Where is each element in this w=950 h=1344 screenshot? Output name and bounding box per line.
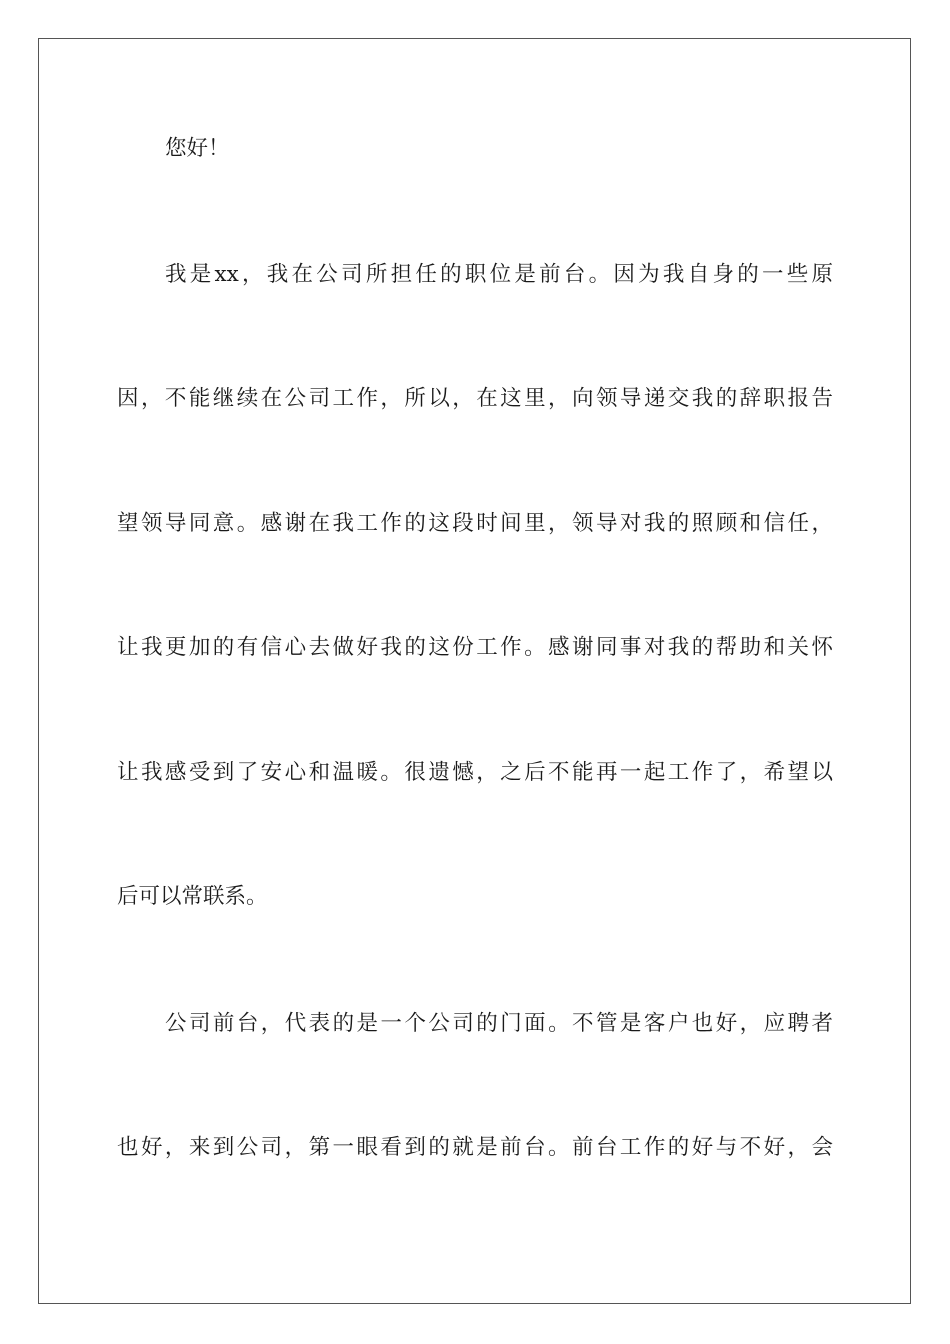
paragraph-1-line-2: 因，不能继续在公司工作，所以，在这里，向领导递交我的辞职报告 (117, 386, 833, 411)
paragraph-1-line-6: 后可以常联系。 (117, 884, 268, 909)
greeting-text: 您好！ (165, 136, 230, 161)
paragraph-1-line-5: 让我感受到了安心和温暖。很遗憾，之后不能再一起工作了，希望以 (117, 760, 833, 785)
paragraph-2-line-1: 公司前台，代表的是一个公司的门面。不管是客户也好，应聘者 (165, 1011, 833, 1036)
paragraph-1-line-3: 望领导同意。感谢在我工作的这段时间里，领导对我的照顾和信任， (117, 511, 833, 536)
paragraph-1-line-4: 让我更加的有信心去做好我的这份工作。感谢同事对我的帮助和关怀 (117, 635, 833, 660)
paragraph-2-line-2: 也好，来到公司，第一眼看到的就是前台。前台工作的好与不好，会 (117, 1135, 833, 1160)
page-border (38, 38, 911, 1304)
paragraph-1-line-1: 我是xx，我在公司所担任的职位是前台。因为我自身的一些原 (165, 262, 833, 287)
